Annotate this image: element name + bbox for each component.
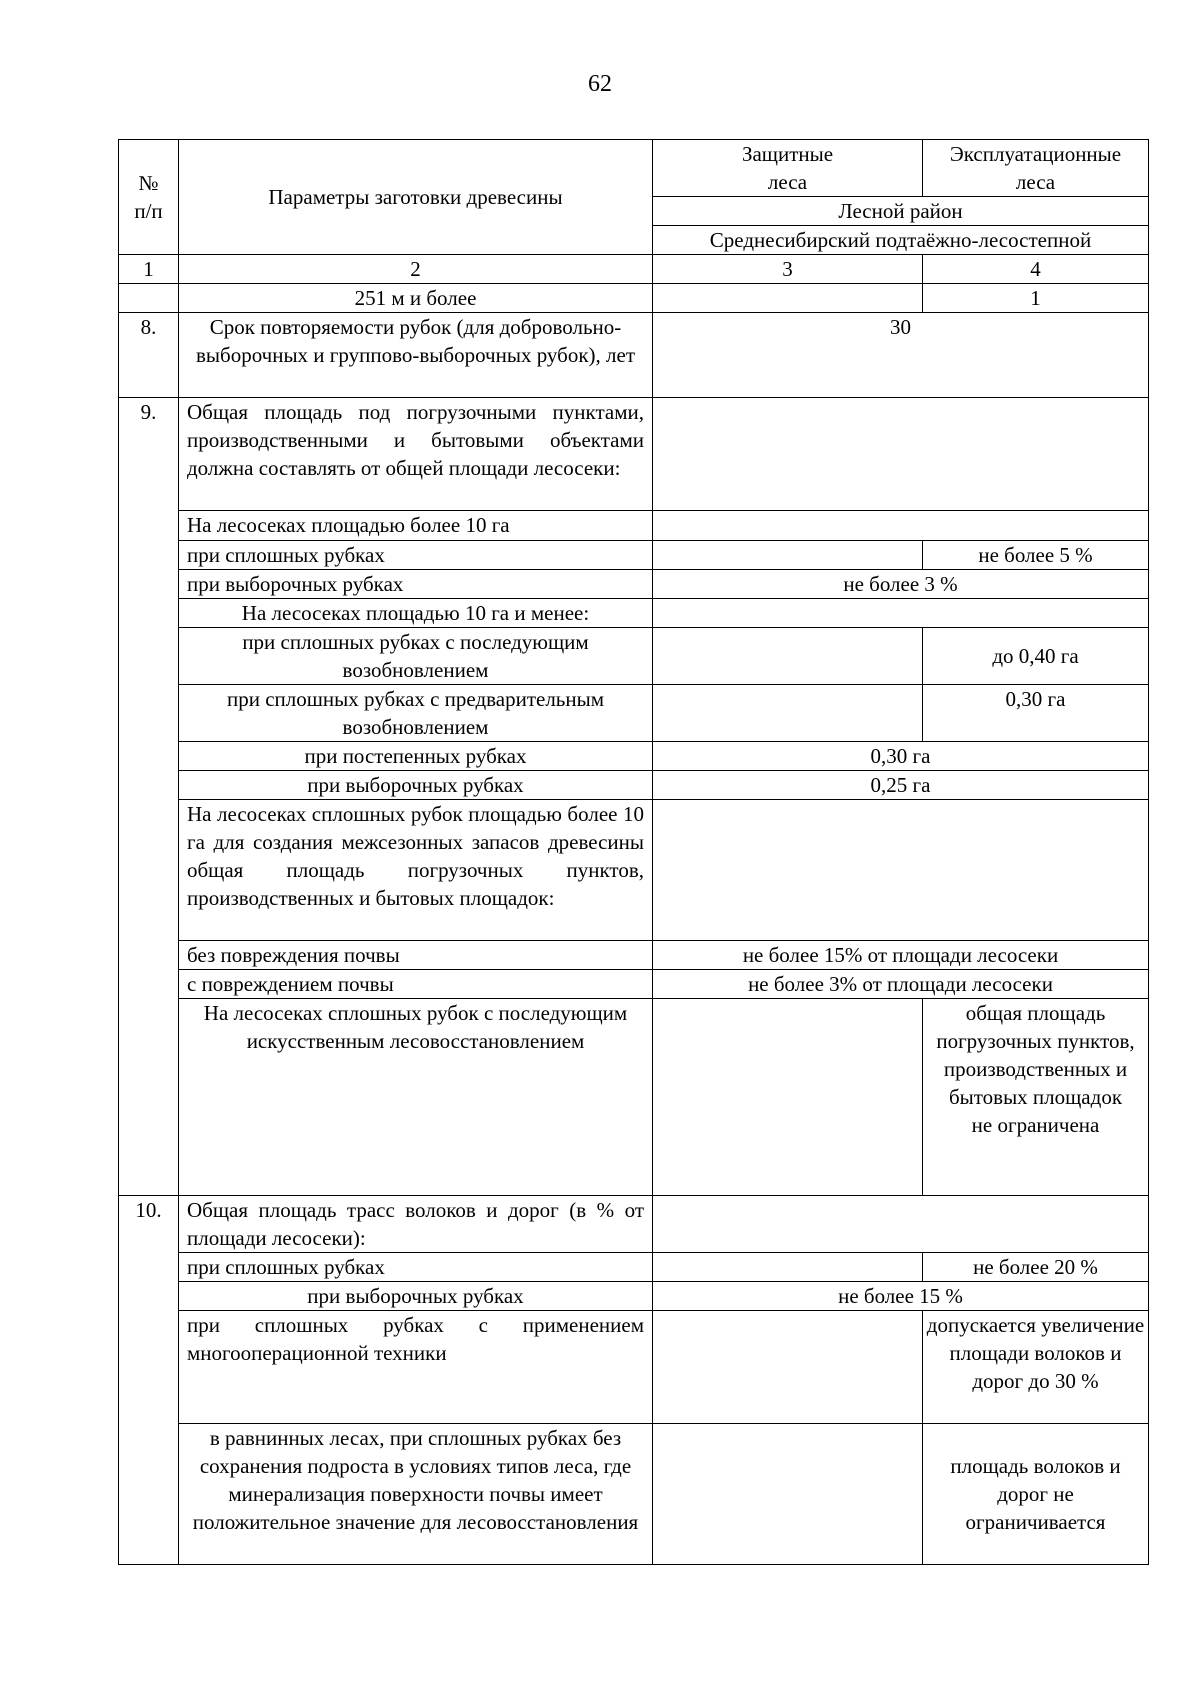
row-value: допускается увеличение площади волоков и дорог до 30 % — [923, 1311, 1149, 1424]
harvest-parameters-table — [118, 139, 1149, 1565]
row-label: На лесосеках сплошных рубок с последующим искусственным лесовосстановлением — [179, 999, 653, 1196]
table-row — [119, 1311, 1149, 1424]
table-row — [119, 398, 1149, 511]
row-value: не более 15% от площади лесосеки — [653, 941, 1149, 970]
table-row — [119, 800, 1149, 941]
col-number-3: 3 — [653, 255, 923, 284]
row-label: при выборочных рубках — [179, 1282, 653, 1311]
row-value: не более 3% от площади лесосеки — [653, 970, 1149, 999]
row-number: 8. — [119, 313, 179, 398]
row-label: Общая площадь трасс волоков и дорог (в % от площади лесосеки): — [179, 1196, 653, 1253]
row-number: 9. — [119, 398, 179, 1196]
row-value: 30 — [653, 313, 1149, 398]
row-label: при сплошных рубках — [179, 1253, 653, 1282]
table-row — [119, 284, 1149, 313]
table-row — [119, 541, 1149, 570]
header-num: № п/п — [119, 140, 179, 255]
table-row — [119, 742, 1149, 771]
row-label: в равнинных лесах, при сплошных рубках без сохранения подроста в условиях типов леса, где минерализация поверхности почвы имеет положительное значение для лесовосстановления — [179, 1424, 653, 1565]
row-label: Общая площадь под погрузочными пунктами, производственными и бытовыми объектами должна составлять от общей площади лесосеки: — [179, 398, 653, 511]
row-label: без повреждения почвы — [179, 941, 653, 970]
page-number: 62 — [588, 71, 612, 97]
table-row — [119, 999, 1149, 1196]
row-value: 0,30 га — [653, 742, 1149, 771]
row-value: не более 15 % — [653, 1282, 1149, 1311]
table-row — [119, 685, 1149, 742]
row-label: На лесосеках сплошных рубок площадью более 10 га для создания межсезонных запасов древесины общая площадь погрузочных пунктов, производственных и бытовых площадок: — [179, 800, 653, 941]
table-row — [119, 628, 1149, 685]
row-label: с повреждением почвы — [179, 970, 653, 999]
row-value: площадь волоков и дорог не ограничивается — [923, 1424, 1149, 1565]
row-label: На лесосеках площадью более 10 га — [179, 511, 653, 541]
header-district: Лесной район — [653, 197, 1149, 226]
table-row — [119, 771, 1149, 800]
row-label: Срок повторяемости рубок (для добровольно-выборочных и группово-выборочных рубок), лет — [179, 313, 653, 398]
row-label: 251 м и более — [179, 284, 653, 313]
row-label: На лесосеках площадью 10 га и менее: — [179, 599, 653, 628]
row-value: общая площадь погрузочных пунктов, производственных и бытовых площадок не ограничена — [923, 999, 1149, 1196]
row-label: при сплошных рубках с предварительным возобновлением — [179, 685, 653, 742]
row-value: до 0,40 га — [923, 628, 1149, 685]
row-label: при выборочных рубках — [179, 771, 653, 800]
table-row — [119, 970, 1149, 999]
table-row — [119, 570, 1149, 599]
header-region: Среднесибирский подтаёжно-лесостепной — [653, 226, 1149, 255]
col-number-1: 1 — [119, 255, 179, 284]
row-label: при сплошных рубках с применением многооперационной техники — [179, 1311, 653, 1424]
table-row — [119, 511, 1149, 541]
header-protective: Защитные леса — [653, 140, 923, 197]
row-value: 1 — [923, 284, 1149, 313]
header-exploitation: Эксплуатационные леса — [923, 140, 1149, 197]
header-params: Параметры заготовки древесины — [179, 140, 653, 255]
table-row — [119, 599, 1149, 628]
table-row — [119, 1196, 1149, 1253]
row-value: не более 20 % — [923, 1253, 1149, 1282]
row-value: 0,25 га — [653, 771, 1149, 800]
row-label: при постепенных рубках — [179, 742, 653, 771]
table-row — [119, 313, 1149, 398]
row-label: при выборочных рубках — [179, 570, 653, 599]
table-row — [119, 1282, 1149, 1311]
table-row — [119, 1253, 1149, 1282]
row-label: при сплошных рубках с последующим возобновлением — [179, 628, 653, 685]
row-value: не более 3 % — [653, 570, 1149, 599]
col-number-4: 4 — [923, 255, 1149, 284]
row-value: 0,30 га — [923, 685, 1149, 742]
col-number-2: 2 — [179, 255, 653, 284]
row-value: не более 5 % — [923, 541, 1149, 570]
row-number: 10. — [119, 1196, 179, 1565]
table-row — [119, 1424, 1149, 1565]
row-label: при сплошных рубках — [179, 541, 653, 570]
table-row — [119, 941, 1149, 970]
